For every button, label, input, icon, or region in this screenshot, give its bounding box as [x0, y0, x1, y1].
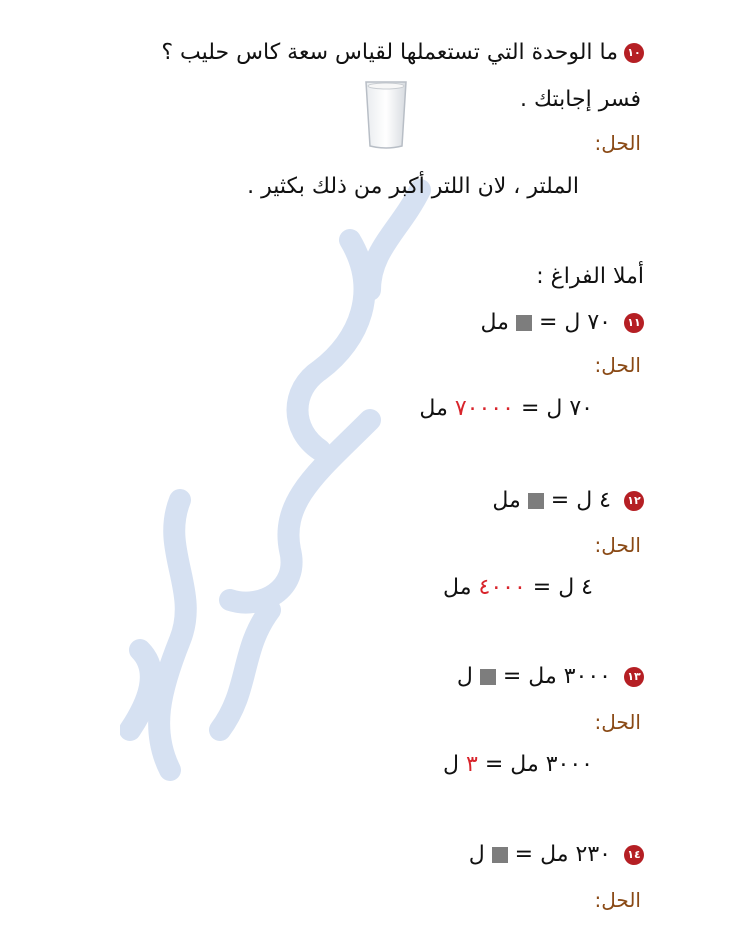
fill-in-heading: أملا الفراغ : — [536, 264, 644, 289]
blank-square-icon — [492, 847, 508, 863]
answer-unit: ل — [443, 752, 460, 777]
question-lhs: ٢٣٠ مل = — [514, 842, 611, 867]
answer-11 — [419, 394, 593, 424]
answer-unit: مل — [443, 575, 472, 600]
answer-value: ٤٠٠٠ — [478, 575, 526, 600]
answer-unit: مل — [419, 396, 448, 421]
answer-value: ٣ — [466, 752, 478, 777]
question-lhs: ٤ ل = — [550, 488, 611, 513]
question-lhs: ٣٠٠٠ مل = — [502, 664, 611, 689]
answer-lhs: ٤ ل = — [532, 575, 593, 600]
question-unit: ل — [468, 842, 485, 867]
question-number-badge: ١٠ — [624, 43, 644, 63]
question-10 — [161, 38, 644, 68]
question-12 — [492, 486, 644, 516]
blank-square-icon — [480, 669, 496, 685]
solution-label-11: الحل: — [594, 353, 641, 377]
question-13 — [457, 662, 644, 692]
solution-label-14: الحل: — [594, 888, 641, 912]
question-unit: ل — [456, 664, 473, 689]
question-11 — [481, 308, 645, 338]
blank-square-icon — [516, 315, 532, 331]
answer-lhs: ٧٠ ل = — [520, 396, 593, 421]
watermark-calligraphy — [120, 170, 460, 790]
explain-prompt: فسر إجابتك . — [520, 87, 641, 112]
question-14 — [469, 840, 644, 870]
answer-13 — [443, 750, 593, 780]
solution-label-13: الحل: — [594, 710, 641, 734]
question-unit: مل — [492, 488, 521, 513]
question-number-badge: ١٢ — [624, 491, 644, 511]
answer-value: ٧٠٠٠٠ — [454, 396, 514, 421]
question-number-badge: ١١ — [624, 313, 644, 333]
question-unit: مل — [480, 310, 509, 335]
answer-lhs: ٣٠٠٠ مل = — [484, 752, 593, 777]
question-lhs: ٧٠ ل = — [538, 310, 611, 335]
answer-10: الملتر ، لان اللتر أكبر من ذلك بكثير . — [247, 174, 579, 199]
solution-label-12: الحل: — [594, 533, 641, 557]
question-number-badge: ١٤ — [624, 845, 644, 865]
question-number-badge: ١٣ — [624, 667, 644, 687]
blank-square-icon — [528, 493, 544, 509]
milk-glass-icon — [364, 80, 408, 150]
question-text: ما الوحدة التي تستعملها لقياس سعة كاس حليب ؟ — [161, 40, 618, 65]
answer-12 — [443, 573, 593, 603]
solution-label-10: الحل: — [594, 131, 641, 155]
